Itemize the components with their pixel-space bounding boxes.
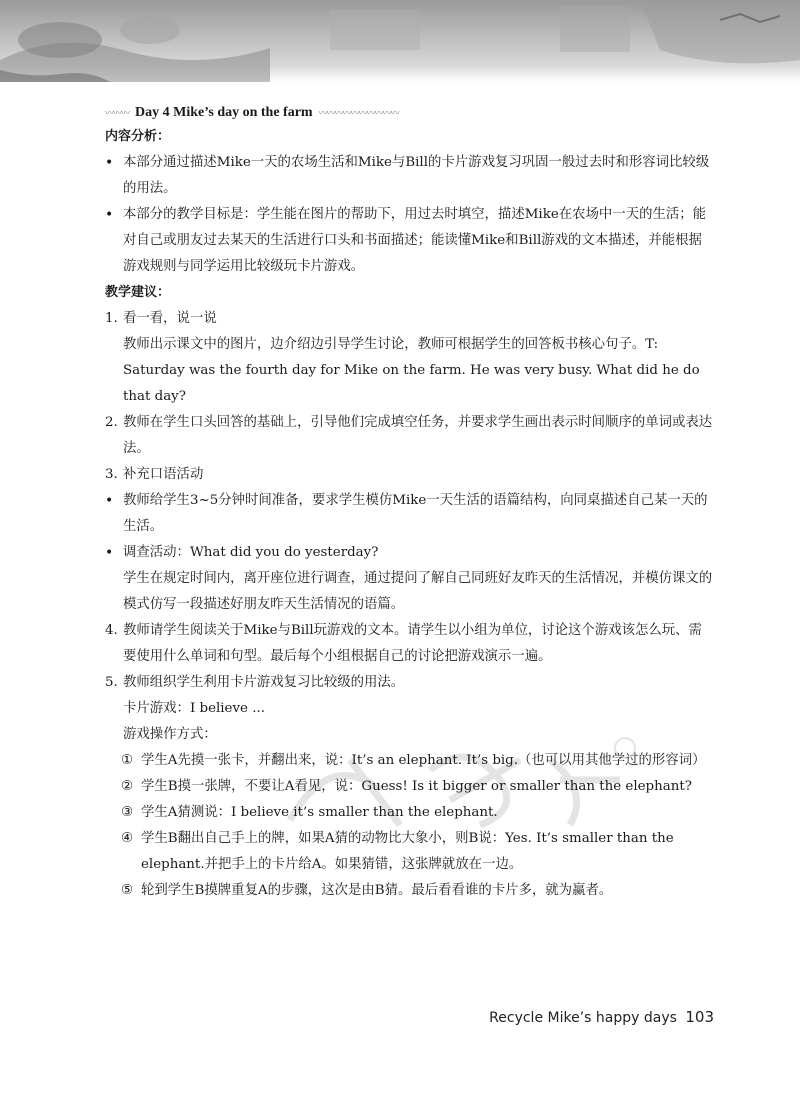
wavy-rule-right: 〰〰〰〰〰〰〰〰〰〰 [318,108,399,118]
item-number: 5. [105,675,118,690]
step-number: ① [121,753,134,768]
item-body: 教师请学生阅读关于Mike与Bill玩游戏的文本。请学生以小组为单位，讨论这个游戏该怎么玩、需要使用什么单词和句型。最后每个小组根据自己的讨论把游戏演示一遍。 [123,623,702,664]
step-text: 学生A先摸一张卡，并翻出来，说：It’s an elephant. It’s big.（也可以用其他学过的形容词） [141,753,706,768]
suggestion-item-3 [105,462,715,488]
oral-activity-bullet: • 教师给学生3~5分钟时间准备，要求学生模仿Mike一天生活的语篇结构，向同桌描述自己某一天的生活。 [105,488,715,540]
step-number: ③ [121,805,134,820]
farm-scene-illustration [0,0,800,82]
item-body: 教师在学生口头回答的基础上，引导他们完成填空任务，并要求学生画出表示时间顺序的单词或表达法。 [123,415,713,456]
section-heading [105,102,715,124]
game-step [105,826,715,878]
item-number: 2. [105,415,118,430]
game-step [105,800,715,826]
wavy-rule-left: 〰〰〰 [105,108,130,118]
page-content [105,102,715,904]
analysis-bullet: • 本部分的教学目标是：学生能在图片的帮助下，用过去时填空，描述Mike在农场中一天的生活；能对自己或朋友过去某天的生活进行口头和书面描述；能读懂Mike和Bill游戏的文本描述，并能根据游戏规则与同学运用比较级玩卡片游戏。 [105,202,715,280]
item-number: 4. [105,623,118,638]
item-number: 1. [105,311,118,326]
suggestions-label: 教学建议： [105,285,171,300]
analysis-label: 内容分析： [105,129,171,144]
step-number: ⑤ [121,883,134,898]
section-title: Day 4 Mike’s day on the farm [135,105,313,120]
step-number: ② [121,779,134,794]
step-text: 学生B摸一张牌，不要让A看见，说：Guess! Is it bigger or smaller than the elephant? [141,779,692,794]
page-number: 103 [685,1008,714,1026]
step-text: 学生B翻出自己手上的牌，如果A猜的动物比大象小，则B说：Yes. It’s smaller than the elephant.并把手上的卡片给A。如果猜错，这张牌就放在一边。 [141,831,674,872]
item-number: 3. [105,467,118,482]
footer-section-title: Recycle Mike’s happy days [489,1010,677,1026]
step-text: 学生A猜测说：I believe it’s smaller than the elephant. [141,805,498,820]
page-footer [489,1008,714,1026]
suggestion-item-1 [105,306,715,332]
survey-activity-body: 学生在规定时间内，离开座位进行调查，通过提问了解自己同班好友昨天的生活情况，并模仿课文的模式仿写一段描述好朋友昨天生活情况的语篇。 [123,571,713,612]
suggestion-item-5 [105,670,715,696]
suggestion-item-4 [105,618,715,670]
step-number: ④ [121,831,134,846]
game-step [105,878,715,904]
header-banner-illustration [0,0,800,82]
game-name: 卡片游戏：I believe ... [123,701,266,716]
survey-activity-bullet: • 调查活动：What did you do yesterday? [105,540,715,566]
analysis-bullet: • 本部分通过描述Mike一天的农场生活和Mike与Bill的卡片游戏复习巩固一般过去时和形容词比较级的用法。 [105,150,715,202]
item-title: 看一看，说一说 [123,311,217,326]
item-title: 补充口语活动 [123,467,204,482]
item-1-body: 教师出示课文中的图片，边介绍边引导学生讨论，教师可根据学生的回答板书核心句子。T: Saturday was the fourth day for Mike on the farm. He was very busy. What did he do that day? [123,337,700,404]
item-body: 教师组织学生利用卡片游戏复习比较级的用法。 [123,675,405,690]
game-method-label: 游戏操作方式： [123,727,217,742]
suggestion-item-2 [105,410,715,462]
game-step [105,748,715,774]
step-text: 轮到学生B摸牌重复A的步骤，这次是由B猜。最后看看谁的卡片多，就为赢者。 [141,883,613,898]
game-step [105,774,715,800]
